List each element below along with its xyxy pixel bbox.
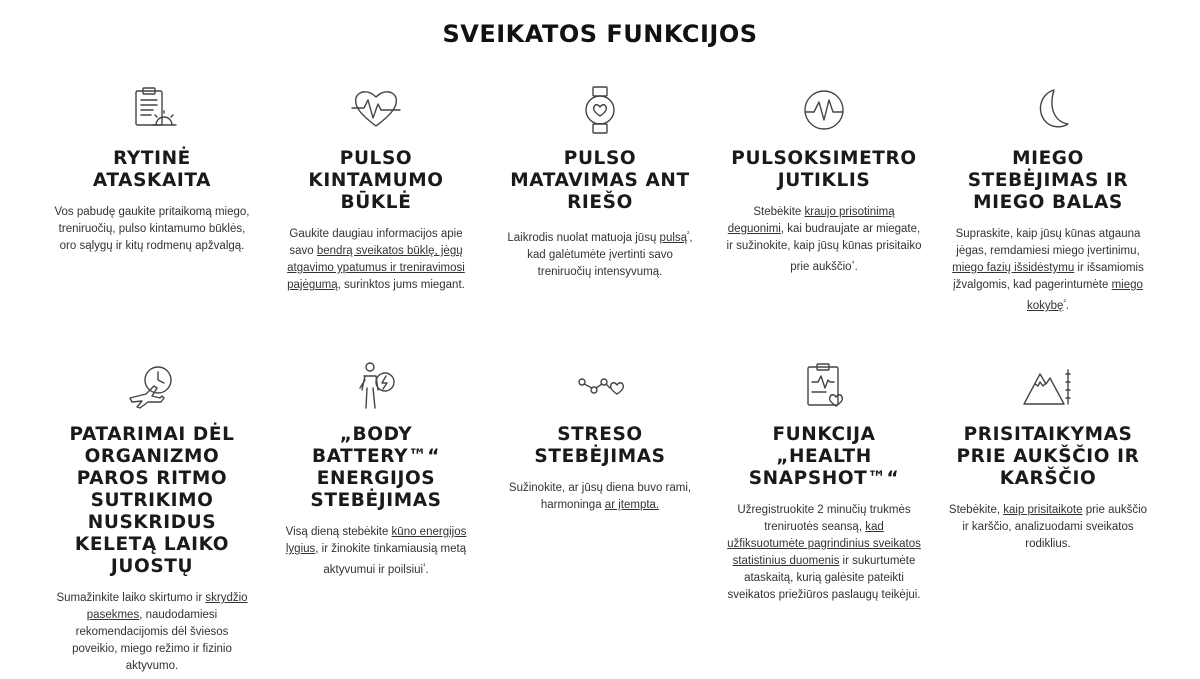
description-text: ir sukurtumėte ataskaitą, kurią galėsite pateikti sveikatos priežiūros paslaugų teikėjui. [727,555,921,601]
card-description [276,226,476,294]
description-text: . [854,260,858,273]
card-title: FUNKCIJA „HEALTH SNAPSHOT™“ [748,424,900,489]
description-text: Sumažinkite laiko skirtumo ir [56,592,206,604]
inline-link[interactable]: pulsą [659,231,688,244]
heart-pulse-icon [348,82,404,138]
description-text: , ir žinokite tinkamiausią metą aktyvumui ir poilsiui [315,543,467,576]
card-description [500,226,700,281]
description-text: Sužinokite, ar jūsų diena buvo rami, harmoninga [508,482,692,511]
card-title: PATARIMAI DĖL ORGANIZMO PAROS RITMO SUTRIKIMO NUSKRIDUS KELETĄ LAIKO JUOSTŲ [69,424,235,577]
inline-link[interactable]: kūno energijos lygius [285,526,467,555]
plane-clock-icon [124,358,180,414]
page-title: SVEIKATOS FUNKCIJOS [442,20,758,48]
description-text: , kai budraujate ar miegate, ir sužinokite, kaip jūsų kūnas prisitaiko prie aukščio [726,223,922,273]
description-text: , kad galėtumėte įvertinti savo treniruočių intensyvumą. [527,231,693,278]
description-text: . [1065,299,1069,312]
clipboard-heart-icon [796,358,852,414]
watch-heart-icon [572,82,628,138]
card-description [724,502,924,604]
card-description [948,502,1148,553]
clipboard-sunrise-icon [124,82,180,138]
feature-card-body-battery [264,358,488,658]
mountain-icon [1020,358,1076,414]
person-battery-icon [348,358,404,414]
feature-card-health-snapshot [712,358,936,658]
feature-card-stress [488,358,712,658]
description-text: Vos pabudę gaukite pritaikomą miego, treniruočių, pulso kintamumo būklės, oro sąlygų ir kitų rodmenų apžvalgą. [54,206,250,252]
description-text: , surinktos jums miegant. [337,279,465,291]
feature-card-hrv-status [264,82,488,358]
pulse-circle-icon [796,82,852,138]
description-text: Gaukite daugiau informacijos apie savo [289,228,463,257]
card-description [52,590,252,675]
card-title: PULSOKSIMETRO JUTIKLIS [731,148,917,191]
stress-wave-icon [572,358,628,414]
description-text: , naudodamiesi rekomendacijomis dėl šviesos poveikio, miego režimo ir fizinio aktyvumo. [72,609,232,672]
footnote-mark: ⁴ [851,260,855,267]
feature-card-pulse-ox [712,82,936,358]
inline-link[interactable]: kraujo prisotinimą deguonimi [727,206,895,235]
description-text: Stebėkite, [948,504,1004,516]
feature-card-jet-lag [40,358,264,672]
feature-card-acclimation [936,358,1160,658]
card-title: PRISITAIKYMAS PRIE AUKŠČIO IR KARŠČIO [956,424,1140,489]
moon-icon [1020,82,1076,138]
description-text: Užregistruokite 2 minučių trukmės treniruotės seansą, [737,504,911,533]
feature-card-wrist-hr [488,82,712,358]
inline-link[interactable]: bendrą sveikatos būklę, jėgų atgavimo ypatumus ir treniravimosi pajėgumą [287,245,465,291]
card-description [276,524,476,579]
inline-link[interactable]: kad užfiksuotumėte pagrindinius sveikatos statistinius duomenis [727,521,921,567]
inline-link[interactable]: miego fazių išsidėstymu [952,262,1075,274]
card-title: STRESO STEBĖJIMAS [534,424,666,467]
description-text: Laikrodis nuolat matuoja jūsų [507,231,660,244]
footnote-mark: ¹ [423,563,426,570]
inline-link[interactable]: kaip prisitaikote [1003,504,1083,516]
card-title: „BODY BATTERY™“ ENERGIJOS STEBĖJIMAS [310,424,442,511]
feature-card-sleep [936,82,1160,358]
card-title: PULSO MATAVIMAS ANT RIEŠO [510,148,690,213]
description-text: ir išsamiomis įžvalgomis, kad pagerintumėte [953,262,1144,291]
card-description [724,204,924,276]
description-text: . [425,563,429,576]
footnote-mark: ² [687,231,690,238]
footnote-mark: ² [1063,299,1066,306]
features-grid [40,82,1160,672]
feature-card-morning-report [40,82,264,358]
card-title: PULSO KINTAMUMO BŪKLĖ [308,148,444,213]
card-description [52,204,252,255]
card-title: MIEGO STEBĖJIMAS IR MIEGO BALAS [967,148,1129,213]
inline-link[interactable]: skrydžio pasekmes [86,592,248,621]
card-description [500,480,700,514]
description-text: Visą dieną stebėkite [285,526,392,538]
description-text: Supraskite, kaip jūsų kūnas atgauna jėgas, remdamiesi miego įvertinimu, [955,228,1141,257]
inline-link[interactable]: ar įtempta. [604,499,660,511]
inline-link[interactable]: miego kokybę [1027,279,1143,312]
description-text: Stebėkite [753,206,805,218]
card-description [948,226,1148,315]
description-text: prie aukščio ir karščio, analizuodami sveikatos rodiklius. [962,504,1148,550]
card-title: RYTINĖ ATASKAITA [92,148,212,191]
